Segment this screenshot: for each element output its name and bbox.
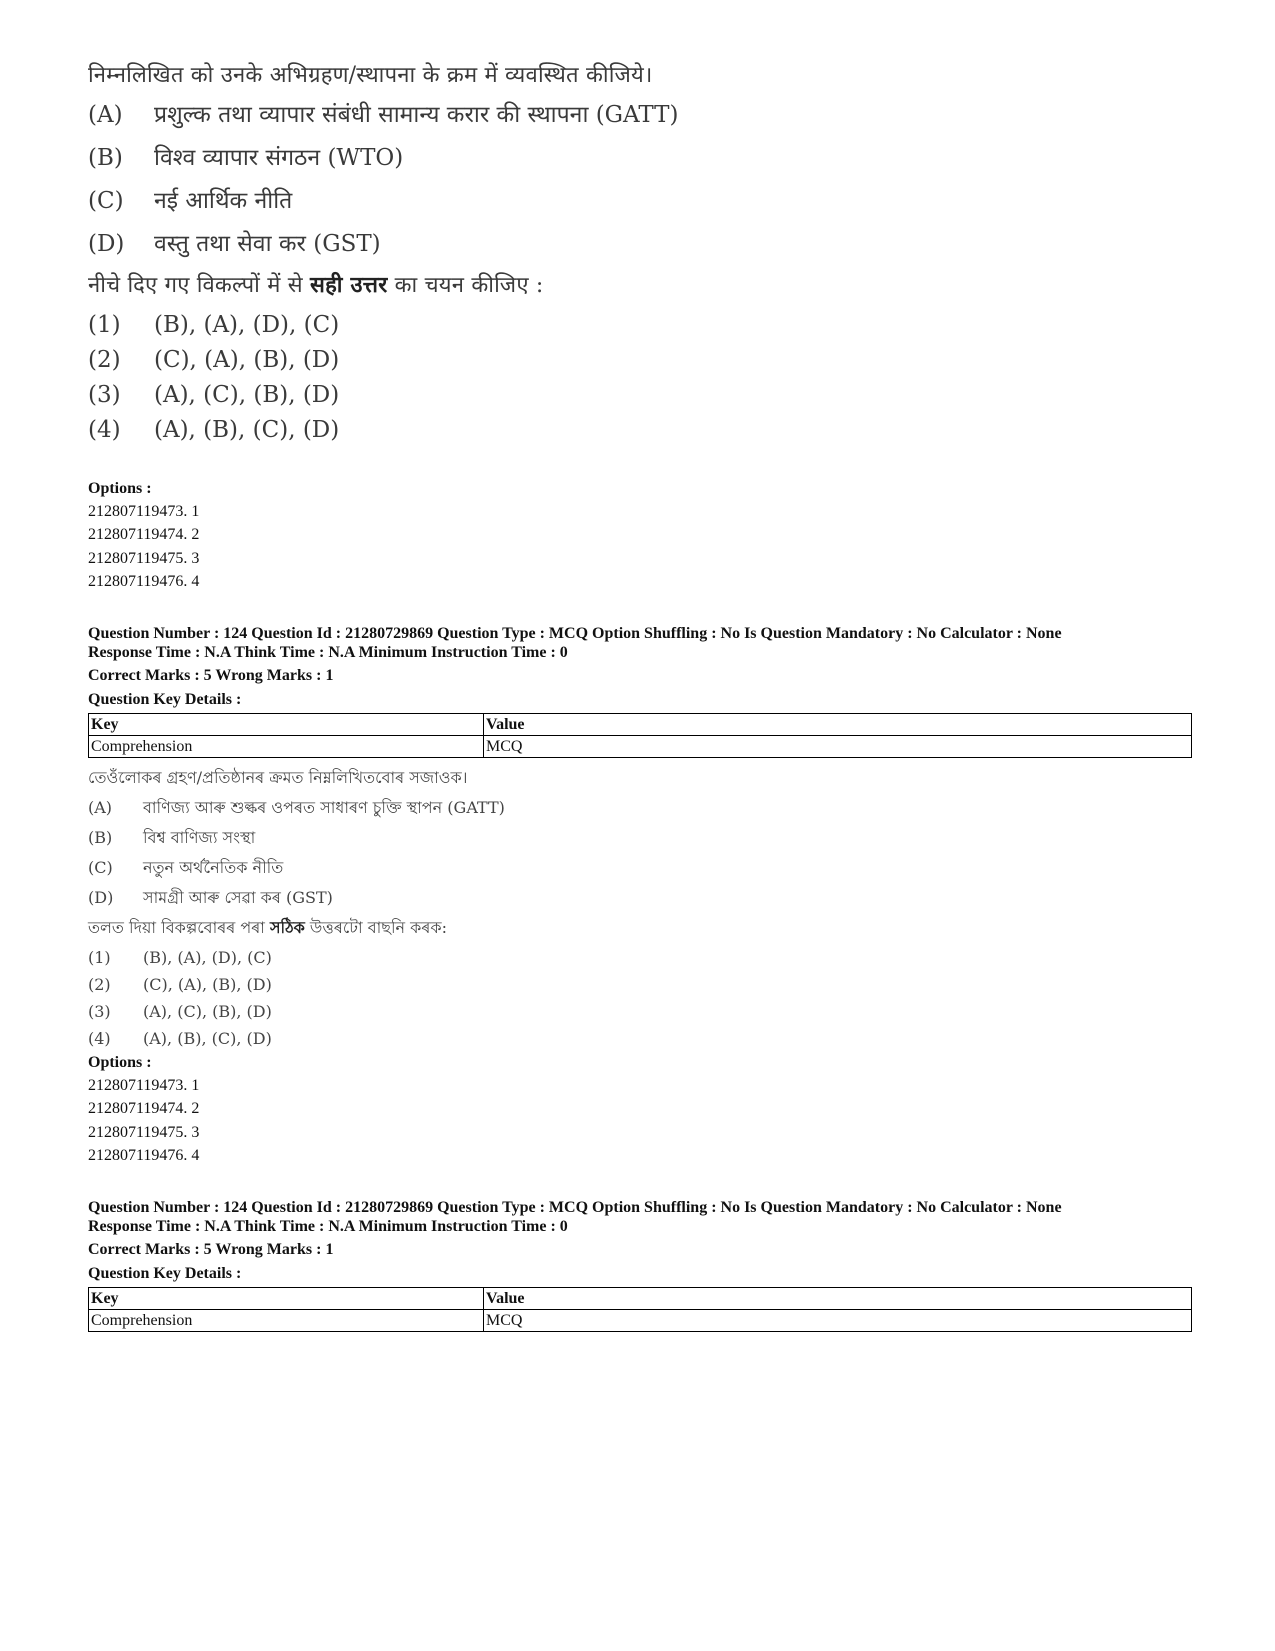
- question-image-hindi: [88, 64, 679, 443]
- statement-d: (D) সামগ্ৰী আৰু সেৱা কৰ (GST): [88, 888, 333, 907]
- option-item: 212807119474. 2: [88, 1100, 200, 1117]
- key-details-heading: Question Key Details :: [88, 1265, 242, 1282]
- statement-b: (B) বিশ্ব বাণিজ্য সংস্থা: [88, 828, 256, 847]
- question-stem: তেওঁলোকৰ গ্ৰহণ/প্ৰতিষ্ঠানৰ ক্ৰমত নিম্নলিখিতবোৰ সজাওক।: [88, 768, 468, 787]
- table-cell: Comprehension: [89, 736, 484, 758]
- question-meta-line: Question Number : 124 Question Id : 21280729869 Question Type : MCQ Option Shuffling : No Is Question Mandatory : No Calculator : None: [88, 625, 1062, 642]
- instruction: তলত দিয়া বিকল্পবোৰৰ পৰা সঠিক উত্তৰটো বাছনি কৰক:: [88, 918, 447, 937]
- statement-b: (B) विश्व व्यापार संगठन (WTO): [88, 145, 404, 171]
- options-heading: Options :: [88, 480, 152, 497]
- marks-line: Correct Marks : 5 Wrong Marks : 1: [88, 1241, 334, 1258]
- option-item: 212807119474. 2: [88, 526, 200, 543]
- table-header-value: Value: [484, 1288, 1192, 1310]
- options-heading: Options :: [88, 1054, 152, 1071]
- table-header-key: Key: [89, 1288, 484, 1310]
- choice-1: (1) (B), (A), (D), (C): [88, 948, 272, 967]
- statement-c: (C) নতুন অৰ্থনৈতিক নীতি: [88, 858, 284, 877]
- choice-4: (4) (A), (B), (C), (D): [88, 1029, 272, 1048]
- table-cell: Comprehension: [89, 1310, 484, 1332]
- option-item: 212807119473. 1: [88, 1077, 200, 1094]
- option-item: 212807119475. 3: [88, 1124, 200, 1141]
- statement-a: (A) प्रशुल्क तथा व्यापार संबंधी सामान्य करार की स्थापना (GATT): [88, 102, 679, 128]
- statement-c: (C) नई आर्थिक नीति: [88, 188, 293, 214]
- option-item: 212807119476. 4: [88, 1147, 200, 1164]
- key-details-table: [88, 713, 1192, 758]
- statement-d: (D) वस्तु तथा सेवा कर (GST): [88, 231, 381, 257]
- table-header-key: Key: [89, 714, 484, 736]
- choice-2: (2) (C), (A), (B), (D): [88, 347, 340, 373]
- question-meta-line: Response Time : N.A Think Time : N.A Minimum Instruction Time : 0: [88, 1218, 568, 1235]
- choice-3: (3) (A), (C), (B), (D): [88, 1002, 272, 1021]
- choice-1: (1) (B), (A), (D), (C): [88, 312, 340, 338]
- key-details-heading: Question Key Details :: [88, 691, 242, 708]
- option-item: 212807119475. 3: [88, 550, 200, 567]
- table-cell: MCQ: [484, 1310, 1192, 1332]
- marks-line: Correct Marks : 5 Wrong Marks : 1: [88, 667, 334, 684]
- choice-2: (2) (C), (A), (B), (D): [88, 975, 272, 994]
- question-image-assamese: [88, 768, 505, 1049]
- key-details-table: [88, 1287, 1192, 1332]
- choice-4: (4) (A), (B), (C), (D): [88, 417, 340, 443]
- table-cell: MCQ: [484, 736, 1192, 758]
- statement-a: (A) বাণিজ্য আৰু শুল্কৰ ওপৰত সাধাৰণ চুক্তি স্থাপন (GATT): [88, 798, 505, 817]
- question-meta-line: Response Time : N.A Think Time : N.A Minimum Instruction Time : 0: [88, 644, 568, 661]
- question-meta-line: Question Number : 124 Question Id : 21280729869 Question Type : MCQ Option Shuffling : No Is Question Mandatory : No Calculator : None: [88, 1199, 1062, 1216]
- choice-3: (3) (A), (C), (B), (D): [88, 382, 340, 408]
- question-stem: निम्नलिखित को उनके अभिग्रहण/स्थापना के क्रम में व्यवस्थित कीजिये।: [88, 63, 653, 88]
- option-item: 212807119476. 4: [88, 573, 200, 590]
- option-item: 212807119473. 1: [88, 503, 200, 520]
- instruction: नीचे दिए गए विकल्पों में से सही उत्तर का चयन कीजिए :: [88, 272, 544, 298]
- table-header-value: Value: [484, 714, 1192, 736]
